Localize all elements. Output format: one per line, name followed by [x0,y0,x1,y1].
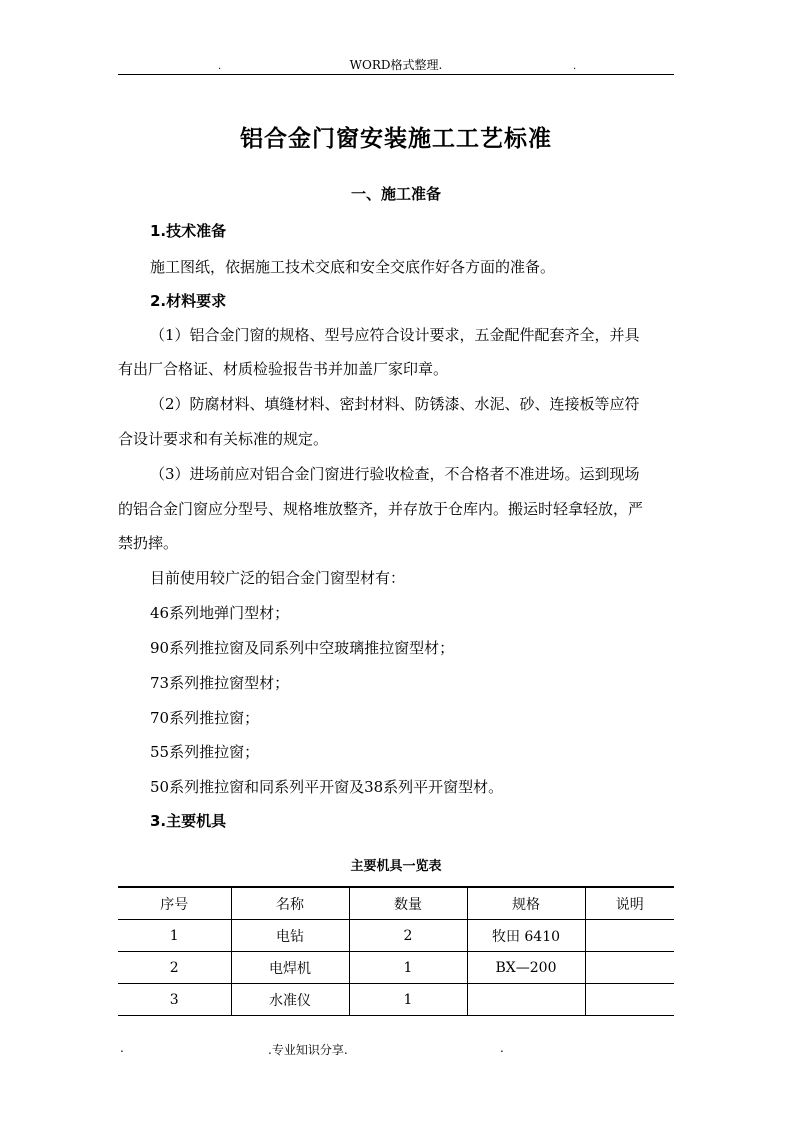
table-cell: 3 [118,984,231,1016]
table-cell [585,984,674,1016]
column-header: 规格 [467,887,585,920]
footer-text: .专业知识分享. [268,1043,348,1057]
table-cell [585,952,674,984]
subheading-technical-prep: 1.技术准备 [150,222,227,240]
table-caption: 主要机具一览表 [350,859,442,874]
profile-item: 73系列推拉窗型材； [150,674,290,692]
header-title: WORD格式整理. [349,58,443,72]
footer-dot-right: . [500,1041,504,1055]
table-cell: 水准仪 [231,984,349,1016]
item2-line2: 合设计要求和有关标准的规定。 [118,430,329,448]
table-cell: 牧田 6410 [467,920,585,952]
column-header: 数量 [349,887,467,920]
footer-dot-left: . [120,1041,124,1055]
column-header: 名称 [231,887,349,920]
column-header: 说明 [585,887,674,920]
profile-item: 50系列推拉窗和同系列平开窗及38系列平开窗型材。 [150,778,504,796]
section-heading: 一、施工准备 [350,185,441,203]
table-cell: 2 [349,920,467,952]
profile-item: 55系列推拉窗； [150,743,260,761]
page-header [118,52,674,75]
profile-item: 46系列地弹门型材； [150,604,290,622]
table-cell [585,920,674,952]
column-header: 序号 [118,887,231,920]
document-title: 铝合金门窗安装施工工艺标准 [240,126,552,152]
item3-line3: 禁扔摔。 [118,534,179,552]
item3-line2: 的铝合金门窗应分型号、规格堆放整齐，并存放于仓库内。搬运时轻拿轻放，严 [118,500,644,518]
table-cell: BX—200 [467,952,585,984]
table-cell [467,984,585,1016]
item3-line1: （3）进场前应对铝合金门窗进行验收检查，不合格者不准进场。运到现场 [150,465,640,483]
profile-item: 90系列推拉窗及同系列中空玻璃推拉窗型材； [150,639,455,657]
item1-line2: 有出厂合格证、材质检验报告书并加盖厂家印章。 [118,360,449,378]
tools-table [118,886,674,1016]
item2-line1: （2）防腐材料、填缝材料、密封材料、防锈漆、水泥、砂、连接板等应符 [150,395,640,413]
table-header-row [118,887,674,920]
profiles-intro: 目前使用较广泛的铝合金门窗型材有： [150,569,406,587]
table-cell: 2 [118,952,231,984]
profile-item: 70系列推拉窗； [150,709,260,727]
table-row [118,952,674,984]
table-row [118,920,674,952]
header-dot-right: . [573,61,577,72]
table-cell: 1 [349,952,467,984]
paragraph-technical-prep: 施工图纸，依据施工技术交底和安全交底作好各方面的准备。 [150,258,556,276]
table-cell: 电焊机 [231,952,349,984]
table-row [118,984,674,1016]
table-cell: 1 [349,984,467,1016]
table-cell: 1 [118,920,231,952]
subheading-main-tools: 3.主要机具 [150,812,227,830]
subheading-material-requirements: 2.材料要求 [150,292,227,310]
item1-line1: （1）铝合金门窗的规格、型号应符合设计要求，五金配件配套齐全，并具 [150,326,640,344]
table-cell: 电钻 [231,920,349,952]
header-dot-left: . [218,61,222,72]
